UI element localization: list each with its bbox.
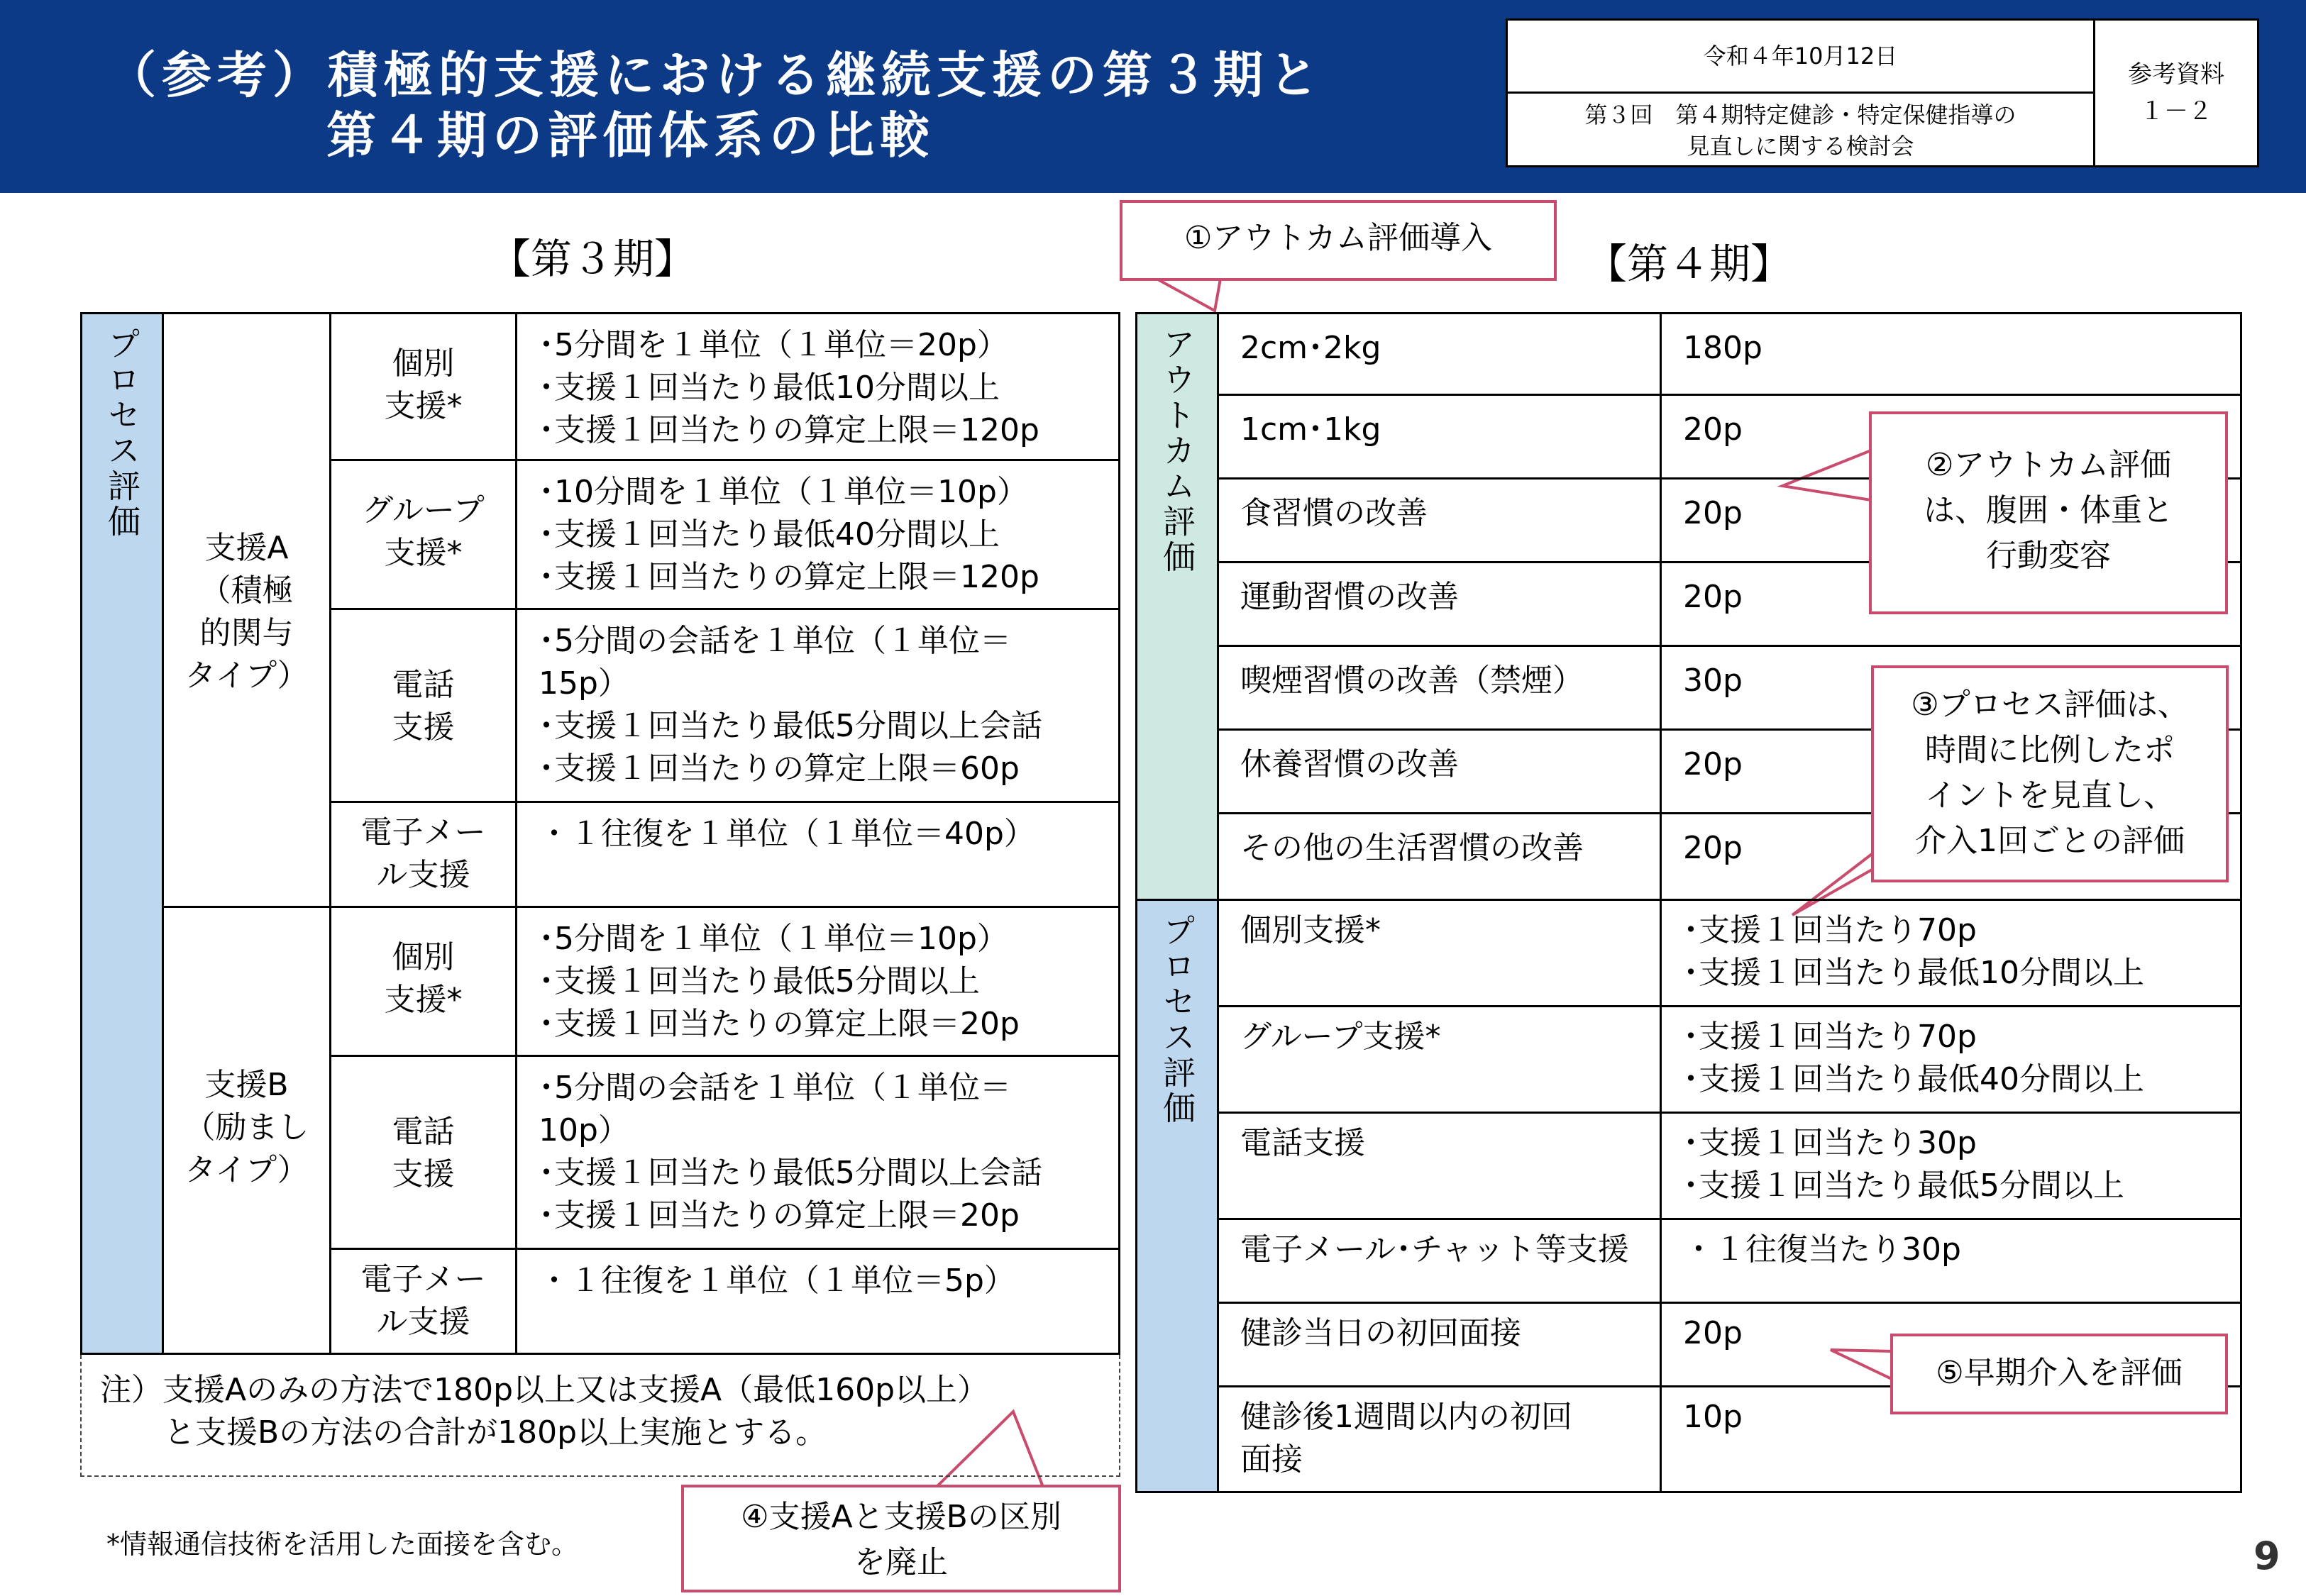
- callout-abolish-distinction: [681, 1485, 1121, 1592]
- process-detail-line: 10p: [1683, 1399, 1743, 1435]
- outcome-item-label: 喫煙習慣の改善（禁煙）: [1240, 663, 1584, 699]
- groupB-label: [164, 908, 331, 1355]
- method-label: 支援: [392, 709, 455, 746]
- process-item-cell: [1219, 1387, 1662, 1493]
- outcome-item-label: 1cm･1kg: [1240, 411, 1381, 448]
- process-item-label: 健診当日の初回面接: [1240, 1315, 1521, 1351]
- period3-note: [80, 1355, 1120, 1477]
- footnote: *情報通信技術を活用した面接を含む。: [106, 1529, 579, 1560]
- detail-line: ･5分間を１単位（１単位＝10p）: [539, 921, 1008, 957]
- outcome-points: 30p: [1683, 663, 1743, 699]
- detail-line: ･支援１回当たり最低10分間以上: [539, 370, 1000, 406]
- method-label: 電話: [392, 667, 455, 703]
- callout-text: ①アウトカム評価導入: [1184, 220, 1493, 256]
- method-label: 個別: [392, 939, 455, 975]
- outcome-points: 20p: [1683, 746, 1743, 782]
- detail-line: ･5分間を１単位（１単位＝20p）: [539, 327, 1008, 363]
- reference-label-line1: 参考資料: [2128, 60, 2224, 89]
- callout-text: は、腹囲・体重と: [1924, 492, 2173, 528]
- detail-line: ･支援１回当たりの算定上限＝120p: [539, 412, 1039, 448]
- meeting-date: 令和４年10月12日: [1508, 21, 2093, 94]
- callout-text: 行動変容: [1986, 538, 2111, 574]
- groupB-details-cell: [517, 1250, 1120, 1355]
- callout-process-review: [1871, 665, 2229, 882]
- process-details-cell: [1662, 1114, 2242, 1220]
- process-detail-line: ･支援１回当たり最低5分間以上: [1683, 1168, 2124, 1204]
- outcome-item-cell: [1219, 647, 1662, 731]
- process-item-label: 個別支援*: [1240, 912, 1381, 948]
- groupB-label-line: （励まし: [184, 1109, 309, 1146]
- detail-line: ･支援１回当たり最低40分間以上: [539, 516, 1000, 553]
- process-detail-line: 20p: [1683, 1315, 1743, 1351]
- detail-line: ･支援１回当たり最低5分間以上会話: [539, 1155, 1042, 1191]
- method-label: 支援*: [384, 982, 463, 1018]
- meeting-name-line1: 第３回 第４期特定健診・特定保健指導の: [1584, 101, 2017, 128]
- process-item-label: 電話支援: [1240, 1125, 1365, 1161]
- detail-line: ･5分間の会話を１単位（１単位＝: [539, 1070, 1011, 1106]
- outcome-points: 20p: [1683, 495, 1743, 531]
- callout-text: ④支援Aと支援Bの区別: [741, 1499, 1061, 1535]
- process-details-cell: [1662, 1007, 2242, 1114]
- detail-line: ･支援１回当たりの算定上限＝120p: [539, 559, 1039, 595]
- outcome-points: 20p: [1683, 830, 1743, 866]
- outcome-item-cell: [1219, 731, 1662, 814]
- process-item-cell: [1219, 1007, 1662, 1114]
- process-detail-line: ・１往復当たり30p: [1683, 1231, 1961, 1268]
- callout-text: 時間に比例したポ: [1925, 732, 2175, 768]
- method-label: 電子メー: [360, 814, 486, 850]
- process-details-cell: [1662, 901, 2242, 1007]
- method-label: 支援: [392, 1156, 455, 1192]
- method-label: グループ: [362, 492, 485, 528]
- callout-outcome-detail: [1869, 411, 2228, 614]
- groupA-method-cell: [331, 312, 517, 461]
- meeting-name-line2: 見直しに関する検討会: [1687, 133, 1914, 160]
- method-label: 電子メー: [360, 1261, 486, 1297]
- page-title-line1: （参考）積極的支援における継続支援の第３期と: [106, 46, 1324, 104]
- detail-line: ・１往復を１単位（１単位＝40p）: [539, 816, 1035, 852]
- groupA-label-line: 支援A: [204, 530, 289, 566]
- note-line: 注）支援Aのみの方法で180p以上又は支援A（最低160p以上）: [100, 1372, 989, 1408]
- groupB-details-cell: [517, 1057, 1120, 1250]
- callout-text: ③プロセス評価は、: [1911, 687, 2189, 723]
- callout-text: イントを見直し、: [1925, 777, 2175, 814]
- period4-heading: 【第４期】: [1586, 240, 1792, 288]
- outcome-item-label: 食習慣の改善: [1240, 495, 1428, 531]
- groupA-details-cell: [517, 461, 1120, 610]
- period3-heading: 【第３期】: [490, 235, 696, 283]
- detail-line: ・１往復を１単位（１単位＝5p）: [539, 1263, 1015, 1299]
- detail-line: ･支援１回当たりの算定上限＝60p: [539, 750, 1020, 787]
- groupA-details-cell: [517, 610, 1120, 803]
- callout-text: ②アウトカム評価: [1925, 447, 2172, 483]
- outcome-points: 180p: [1683, 330, 1762, 366]
- process-item-cell: [1219, 1304, 1662, 1387]
- outcome-item-cell: [1219, 563, 1662, 647]
- outcome-item-cell: [1219, 814, 1662, 901]
- process-detail-line: ･支援１回当たり最低10分間以上: [1683, 955, 2144, 991]
- period3-process-label: プロセス評価: [103, 327, 141, 540]
- outcome-item-cell: [1219, 480, 1662, 563]
- callout-text: を廃止: [854, 1544, 948, 1580]
- detail-line: ･支援１回当たり最低5分間以上: [539, 963, 980, 999]
- process-detail-line: ･支援１回当たり70p: [1683, 1019, 1977, 1055]
- method-label: 支援*: [384, 535, 463, 571]
- groupA-method-cell: [331, 461, 517, 610]
- groupB-label-line: タイプ）: [184, 1152, 309, 1188]
- groupA-label-line: タイプ）: [184, 658, 309, 694]
- outcome-item-label: 2cm･2kg: [1240, 330, 1381, 366]
- period3-process-label-cell: [80, 312, 164, 1355]
- callout-text: 介入1回ごとの評価: [1915, 823, 2185, 859]
- detail-line: ･支援１回当たり最低5分間以上会話: [539, 708, 1042, 744]
- process-item-cell: [1219, 901, 1662, 1007]
- page-title-line2: 第４期の評価体系の比較: [326, 106, 935, 165]
- page-number: 9: [2253, 1534, 2280, 1578]
- detail-line: 10p）: [539, 1112, 629, 1148]
- groupB-method-cell: [331, 1250, 517, 1355]
- outcome-item-label: 休養習慣の改善: [1240, 746, 1459, 782]
- period4-process-label-cell: [1135, 901, 1219, 1493]
- process-item-cell: [1219, 1220, 1662, 1304]
- outcome-points: 20p: [1683, 579, 1743, 615]
- detail-line: ･5分間の会話を１単位（１単位＝: [539, 623, 1011, 659]
- process-item-label: 電子メール･チャット等支援: [1240, 1231, 1629, 1268]
- method-label: ル支援: [376, 1304, 470, 1340]
- period4-process-label: プロセス評価: [1158, 914, 1196, 1126]
- groupA-label-line: 的関与: [199, 615, 294, 651]
- callout-early-intervention: [1890, 1334, 2228, 1414]
- groupA-label: [164, 312, 331, 908]
- detail-line: ･10分間を１単位（１単位＝10p）: [539, 474, 1028, 510]
- method-label: 個別: [392, 345, 455, 382]
- groupA-method-cell: [331, 610, 517, 803]
- outcome-points-cell: [1662, 312, 2242, 396]
- groupA-details-cell: [517, 803, 1120, 908]
- process-item-cell: [1219, 1114, 1662, 1220]
- groupB-method-cell: [331, 1057, 517, 1250]
- groupB-method-cell: [331, 908, 517, 1057]
- detail-line: ･支援１回当たりの算定上限＝20p: [539, 1197, 1020, 1234]
- process-detail-line: ･支援１回当たり30p: [1683, 1125, 1977, 1161]
- callout-outcome-introduced: [1120, 200, 1557, 281]
- groupA-label-line: （積極: [199, 572, 294, 609]
- method-label: ル支援: [376, 857, 470, 893]
- groupA-details-cell: [517, 312, 1120, 461]
- detail-line: 15p）: [539, 665, 629, 702]
- reference-label-line2: １－２: [2140, 97, 2212, 126]
- process-item-label: 面接: [1240, 1441, 1303, 1478]
- groupB-details-cell: [517, 908, 1120, 1057]
- note-line: と支援Bの方法の合計が180p以上実施とする。: [164, 1414, 827, 1451]
- outcome-label: アウトカム評価: [1158, 327, 1196, 575]
- process-details-cell: [1662, 1220, 2242, 1304]
- callout-text: ⑤早期介入を評価: [1936, 1355, 2183, 1391]
- method-label: 支援*: [384, 388, 463, 424]
- process-detail-line: ･支援１回当たり最低40分間以上: [1683, 1061, 2144, 1097]
- method-label: 電話: [392, 1114, 455, 1150]
- process-detail-line: ･支援１回当たり70p: [1683, 912, 1977, 948]
- outcome-item-cell: [1219, 312, 1662, 396]
- process-item-label: グループ支援*: [1240, 1019, 1441, 1055]
- outcome-item-cell: [1219, 396, 1662, 480]
- groupB-label-line: 支援B: [204, 1067, 289, 1103]
- outcome-label-cell: [1135, 312, 1219, 901]
- groupA-method-cell: [331, 803, 517, 908]
- detail-line: ･支援１回当たりの算定上限＝20p: [539, 1006, 1020, 1042]
- process-item-label: 健診後1週間以内の初回: [1240, 1399, 1572, 1435]
- outcome-item-label: その他の生活習慣の改善: [1240, 830, 1584, 866]
- outcome-points: 20p: [1683, 411, 1743, 448]
- outcome-item-label: 運動習慣の改善: [1240, 579, 1459, 615]
